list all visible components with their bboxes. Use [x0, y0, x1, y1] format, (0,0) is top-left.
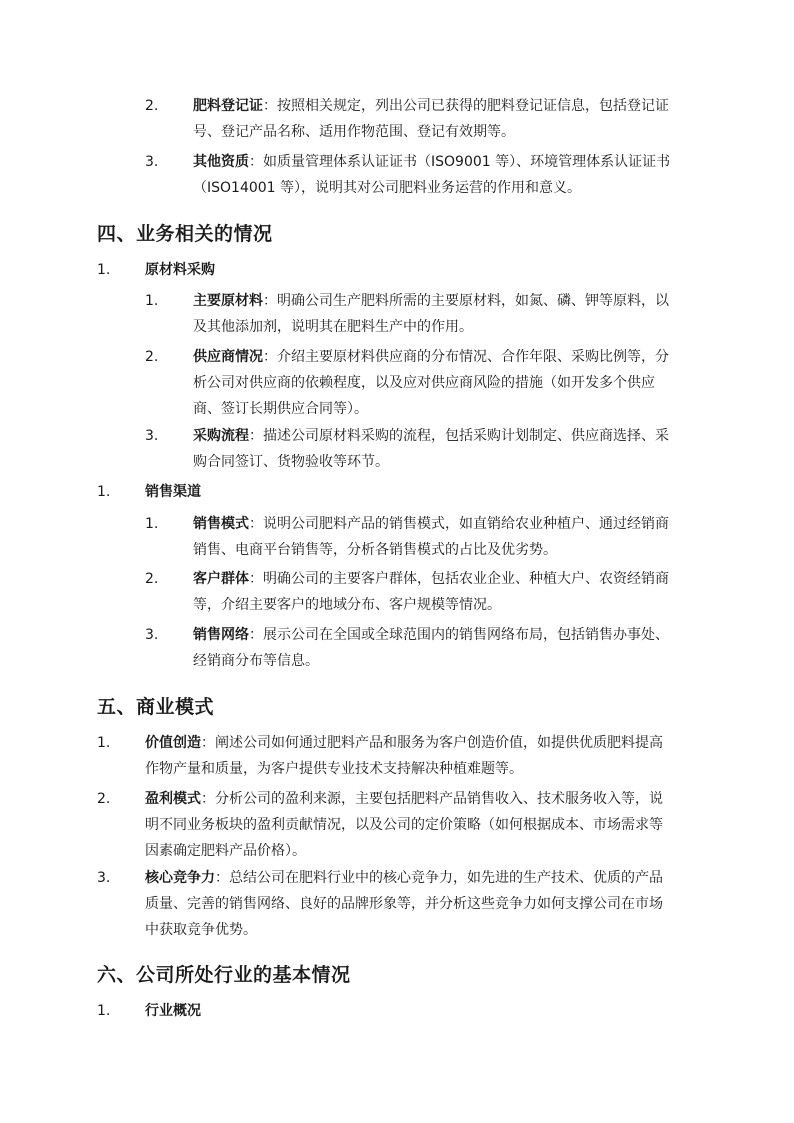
item-label: 销售网络 [193, 627, 249, 643]
item-text: 及其他添加剂，说明其在肥料生产中的作用。 [193, 319, 473, 335]
section-heading: 六、公司所处行业的基本情况 [97, 964, 351, 986]
item-text: 经销商分布等信息。 [193, 653, 319, 669]
list-number: 1. [97, 735, 111, 751]
item-text: 因素确定肥料产品价格）。 [145, 843, 306, 859]
list-number: 3. [145, 627, 159, 643]
list-item [193, 511, 699, 563]
subsection-title: 销售渠道 [145, 484, 201, 500]
list-number: 2. [145, 571, 159, 587]
item-text: ：按照相关规定，列出公司已获得的肥料登记证信息，包括登记证 [263, 98, 669, 114]
list-number: 3. [145, 428, 159, 444]
list-number: 1. [97, 262, 111, 278]
section-heading: 四、业务相关的情况 [97, 223, 273, 245]
item-label: 主要原材料 [193, 293, 263, 309]
item-label: 其他资质 [193, 154, 249, 170]
list-number: 2. [97, 791, 111, 807]
list-number: 1. [145, 516, 159, 532]
item-label: 供应商情况 [193, 349, 263, 365]
list-item [145, 865, 701, 943]
item-text: ：明确公司生产肥料所需的主要原材料，如氮、磷、钾等原料，以 [263, 293, 669, 309]
subsection-title: 行业概况 [145, 1003, 201, 1019]
item-text: ：如质量管理体系认证证书（ISO9001 等）、环境管理体系认证证书 [249, 154, 671, 170]
item-text: ：总结公司在肥料行业中的核心竞争力，如先进的生产技术、优质的产品 [215, 870, 663, 886]
item-label: 肥料登记证 [193, 98, 263, 114]
subsection-title: 原材料采购 [145, 262, 215, 278]
list-number: 2. [145, 349, 159, 365]
item-text: ：阐述公司如何通过肥料产品和服务为客户创造价值，如提供优质肥料提高 [201, 735, 663, 751]
list-item [193, 423, 699, 475]
item-text: 等，介绍主要客户的地域分布、客户规模等情况。 [193, 597, 501, 613]
list-item [193, 149, 699, 201]
item-label: 客户群体 [193, 571, 249, 587]
list-number: 1. [97, 484, 111, 500]
item-label: 价值创造 [145, 735, 201, 751]
item-text: 析公司对供应商的依赖程度，以及应对供应商风险的措施（如开发多个供应 [193, 375, 655, 391]
list-number: 3. [145, 154, 159, 170]
item-text: ：明确公司的主要客户群体，包括农业企业、种植大户、农资经销商 [249, 571, 669, 587]
item-text: 号、登记产品名称、适用作物范围、登记有效期等。 [193, 124, 515, 140]
list-item [145, 786, 701, 864]
list-item [193, 344, 699, 422]
item-text: 销售、电商平台销售等，分析各销售模式的占比及优劣势。 [193, 542, 557, 558]
item-label: 销售模式 [193, 516, 249, 532]
list-number: 1. [145, 293, 159, 309]
item-text: ：展示公司在全国或全球范围内的销售网络布局，包括销售办事处、 [249, 627, 669, 643]
item-text: 作物产量和质量，为客户提供专业技术支持解决种植难题等。 [145, 761, 523, 777]
item-text: ：描述公司原材料采购的流程，包括采购计划制定、供应商选择、采 [249, 428, 669, 444]
list-item [193, 93, 699, 145]
list-number: 1. [97, 1003, 111, 1019]
item-text: 明不同业务板块的盈利贡献情况，以及公司的定价策略（如何根据成本、市场需求等 [145, 817, 663, 833]
section-heading: 五、商业模式 [97, 696, 215, 718]
item-text: ：说明公司肥料产品的销售模式，如直销给农业种植户、通过经销商 [249, 516, 669, 532]
item-label: 核心竞争力 [145, 870, 215, 886]
list-item [193, 566, 699, 618]
list-number: 2. [145, 98, 159, 114]
item-text: 商、签订长期供应合同等）。 [193, 401, 368, 417]
list-number: 3. [97, 870, 111, 886]
list-item [145, 730, 701, 782]
item-label: 盈利模式 [145, 791, 201, 807]
item-text: 购合同签订、货物验收等环节。 [193, 454, 389, 470]
list-item [193, 622, 699, 674]
item-label: 采购流程 [193, 428, 249, 444]
item-text: ：分析公司的盈利来源，主要包括肥料产品销售收入、技术服务收入等，说 [201, 791, 663, 807]
item-text: （ISO14001 等），说明其对公司肥料业务运营的作用和意义。 [193, 180, 582, 196]
item-text: 质量、完善的销售网络、良好的品牌形象等，并分析这些竞争力如何支撑公司在市场 [145, 896, 663, 912]
list-item [193, 288, 699, 340]
item-text: ：介绍主要原材料供应商的分布情况、合作年限、采购比例等，分 [263, 349, 669, 365]
item-text: 中获取竞争优势。 [145, 922, 257, 938]
